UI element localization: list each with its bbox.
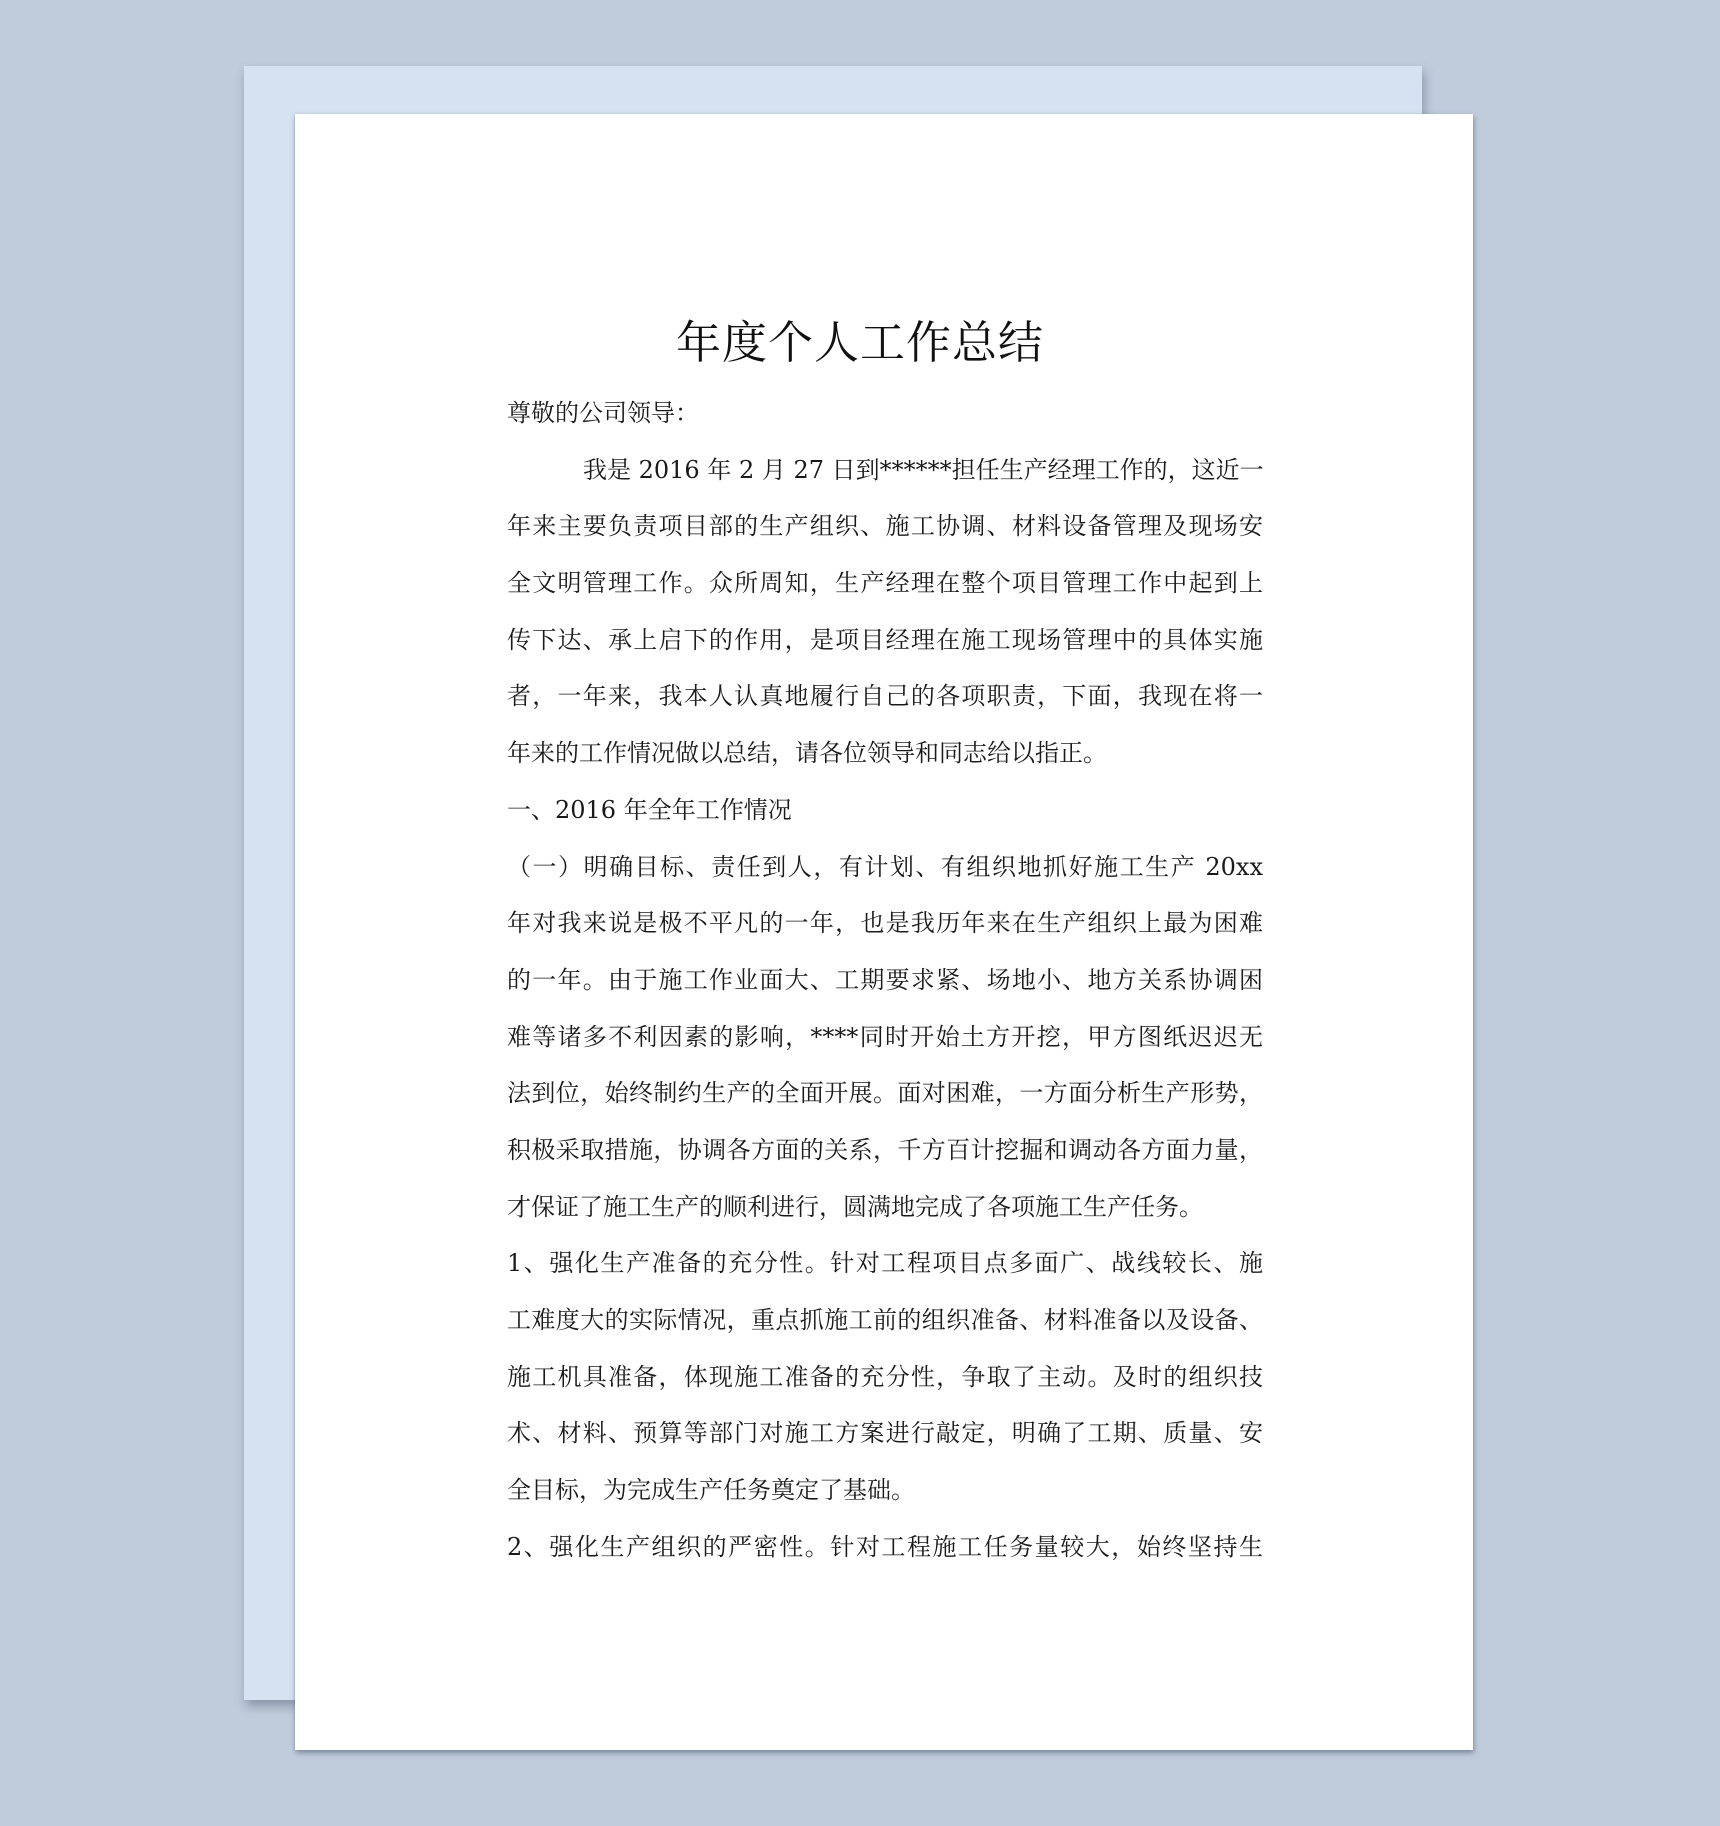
body-line: 我是 2016 年 2 月 27 日到******担任生产经理工作的，这近一	[583, 455, 1264, 484]
salutation: 尊敬的公司领导：	[507, 399, 699, 427]
document-body	[507, 385, 1263, 1575]
body-line: 年来的工作情况做以总结，请各位领导和同志给以指正。	[507, 739, 1107, 768]
body-line: 年来主要负责项目部的生产组织、施工协调、材料设备管理及现场安	[507, 512, 1263, 541]
body-line: 传下达、承上启下的作用，是项目经理在施工现场管理中的具体实施	[507, 625, 1263, 654]
body-line: 的一年。由于施工作业面大、工期要求紧、场地小、地方关系协调困	[507, 965, 1263, 994]
numbered-item: 1、强化生产准备的充分性。针对工程项目点多面广、战线较长、施	[507, 1249, 1263, 1278]
body-line: 术、材料、预算等部门对施工方案进行敲定，明确了工期、质量、安	[507, 1419, 1263, 1448]
body-line: 全目标，为完成生产任务奠定了基础。	[507, 1476, 915, 1505]
numbered-item: 2、强化生产组织的严密性。针对工程施工任务量较大，始终坚持生	[507, 1532, 1263, 1561]
document-title: 年度个人工作总结	[675, 316, 1044, 369]
body-line: 工难度大的实际情况，重点抓施工前的组织准备、材料准备以及设备、	[507, 1306, 1263, 1334]
body-line: 施工机具准备，体现施工准备的充分性，争取了主动。及时的组织技	[507, 1362, 1263, 1391]
subsection-heading: （一）明确目标、责任到人，有计划、有组织地抓好施工生产 20xx	[507, 852, 1263, 881]
section-heading: 一、2016 年全年工作情况	[507, 795, 792, 824]
body-line: 才保证了施工生产的顺利进行，圆满地完成了各项施工生产任务。	[507, 1192, 1203, 1221]
body-line: 积极采取措施，协调各方面的关系，千方百计挖掘和调动各方面力量，	[507, 1135, 1263, 1164]
body-line: 法到位，始终制约生产的全面开展。面对困难，一方面分析生产形势，	[507, 1079, 1263, 1108]
body-line: 全文明管理工作。众所周知，生产经理在整个项目管理工作中起到上	[507, 569, 1263, 598]
body-line: 年对我来说是极不平凡的一年，也是我历年来在生产组织上最为困难	[507, 909, 1263, 938]
body-line: 者，一年来，我本人认真地履行自己的各项职责，下面，我现在将一	[507, 682, 1263, 711]
body-line: 难等诸多不利因素的影响，****同时开始土方开挖，甲方图纸迟迟无	[507, 1022, 1263, 1051]
